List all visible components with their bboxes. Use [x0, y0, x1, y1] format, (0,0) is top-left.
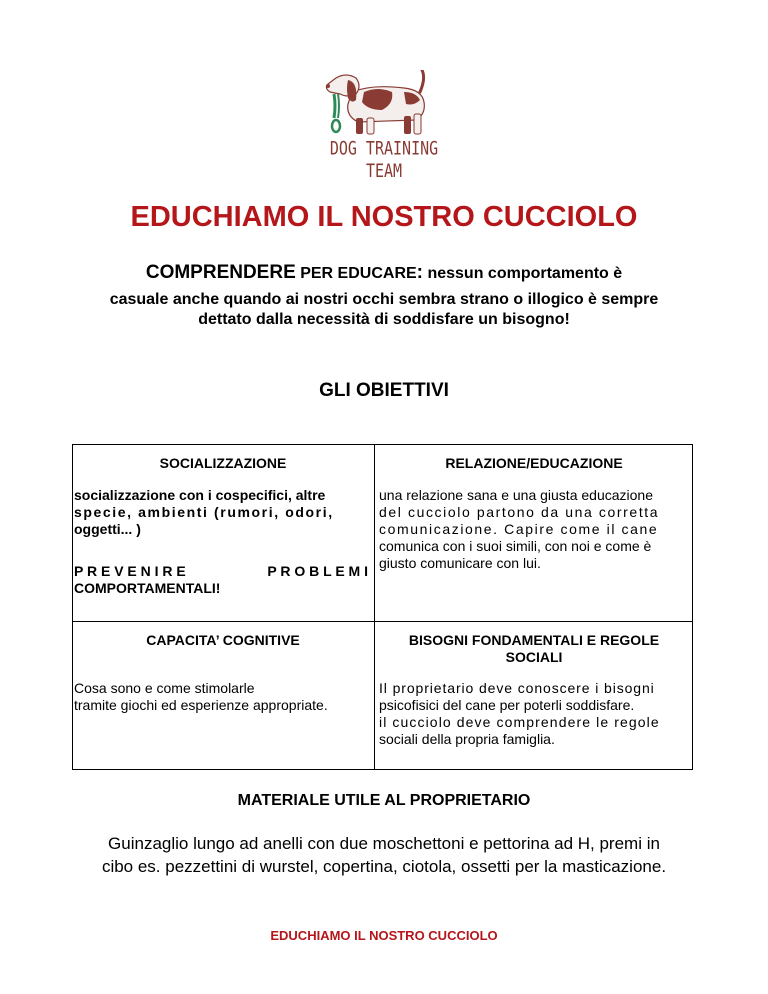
capacita-line-1: Cosa sono e come stimolarle — [74, 680, 255, 696]
socializzazione-line-1 — [74, 487, 368, 504]
socializzazione-heading: SOCIALIZZAZIONE — [159, 455, 287, 471]
materials-text — [60, 832, 708, 878]
bisogni-heading — [375, 632, 693, 666]
table-border-top — [72, 444, 693, 445]
materials-heading: MATERIALE UTILE AL PROPRIETARIO — [237, 792, 531, 809]
table-border-left — [72, 444, 73, 770]
objectives-table — [72, 444, 693, 770]
subtitle-nessun: nessun comportamento è — [427, 265, 623, 282]
relazione-line-1: una relazione sana e una giusta educazione — [379, 487, 653, 503]
relazione-line-5: giusto comunicare con lui. — [379, 555, 541, 571]
table-row-divider — [72, 621, 693, 622]
socializzazione-line-3: oggetti... ) — [74, 521, 141, 537]
socializzazione-text-1: socializzazione con i cospecifici, altre — [74, 487, 326, 503]
table-border-right — [692, 444, 693, 770]
subtitle-line-3: dettato dalla necessità di soddisfare un bisogno! — [198, 311, 570, 328]
prevenire-word: P R E V E N I R E — [74, 563, 186, 579]
footer-title: EDUCHIAMO IL NOSTRO CUCCIOLO — [270, 928, 498, 943]
socializzazione-line-2: specie, ambienti (rumori, odori, — [74, 504, 334, 520]
table-column-divider — [374, 444, 375, 770]
subtitle-line-2: casuale anche quando ai nostri occhi sembra strano o illogico è sempre — [109, 291, 659, 308]
bisogni-line-3: il cucciolo deve comprendere le regole — [379, 714, 660, 730]
bisogni-heading-line-2: SOCIALI — [505, 649, 563, 665]
subtitle-line-1 — [0, 262, 768, 284]
objectives-heading: GLI OBIETTIVI — [319, 380, 449, 401]
capacita-body — [74, 680, 368, 714]
relazione-heading: RELAZIONE/EDUCAZIONE — [445, 455, 623, 471]
bisogni-line-2: psicofisici del cane per poterli soddisfare. — [379, 697, 635, 713]
bisogni-line-4: sociali della propria famiglia. — [379, 731, 555, 747]
relazione-body — [379, 487, 685, 572]
table-border-bottom — [72, 769, 693, 770]
subtitle-colon: : — [416, 262, 423, 283]
relazione-line-3: comunicazione. Capire come il cane — [379, 521, 659, 537]
bisogni-line-1: Il proprietario deve conoscere i bisogni — [379, 680, 655, 696]
page-title: EDUCHIAMO IL NOSTRO CUCCIOLO — [130, 201, 638, 233]
bisogni-body — [379, 680, 685, 748]
comportamentali-word: COMPORTAMENTALI! — [74, 580, 221, 596]
problemi-word: P R O B L E M I — [267, 563, 368, 579]
subtitle-per-educare: PER EDUCARE — [300, 265, 417, 282]
materials-line-2: cibo es. pezzettini di wurstel, copertina, ciotola, ossetti per la masticazione. — [101, 857, 667, 876]
relazione-line-4: comunica con i suoi simili, con noi e come è — [379, 538, 652, 554]
bisogni-heading-line-1: BISOGNI FONDAMENTALI E REGOLE — [408, 632, 660, 648]
materials-line-1: Guinzaglio lungo ad anelli con due moschettoni e pettorina ad H, premi in — [108, 834, 660, 853]
relazione-line-2: del cucciolo partono da una corretta — [379, 504, 660, 520]
subtitle-continuation — [60, 290, 708, 330]
capacita-line-2: tramite giochi ed esperienze appropriate. — [74, 697, 328, 713]
socializzazione-body — [74, 487, 368, 597]
capacita-heading: CAPACITA’ COGNITIVE — [146, 632, 300, 648]
basset-hound-dog-icon — [312, 70, 456, 138]
prevenire-problemi — [74, 563, 368, 580]
brand-text: DOG TRAINING TEAM — [329, 137, 439, 182]
subtitle-comprendere: COMPRENDERE — [145, 262, 296, 283]
